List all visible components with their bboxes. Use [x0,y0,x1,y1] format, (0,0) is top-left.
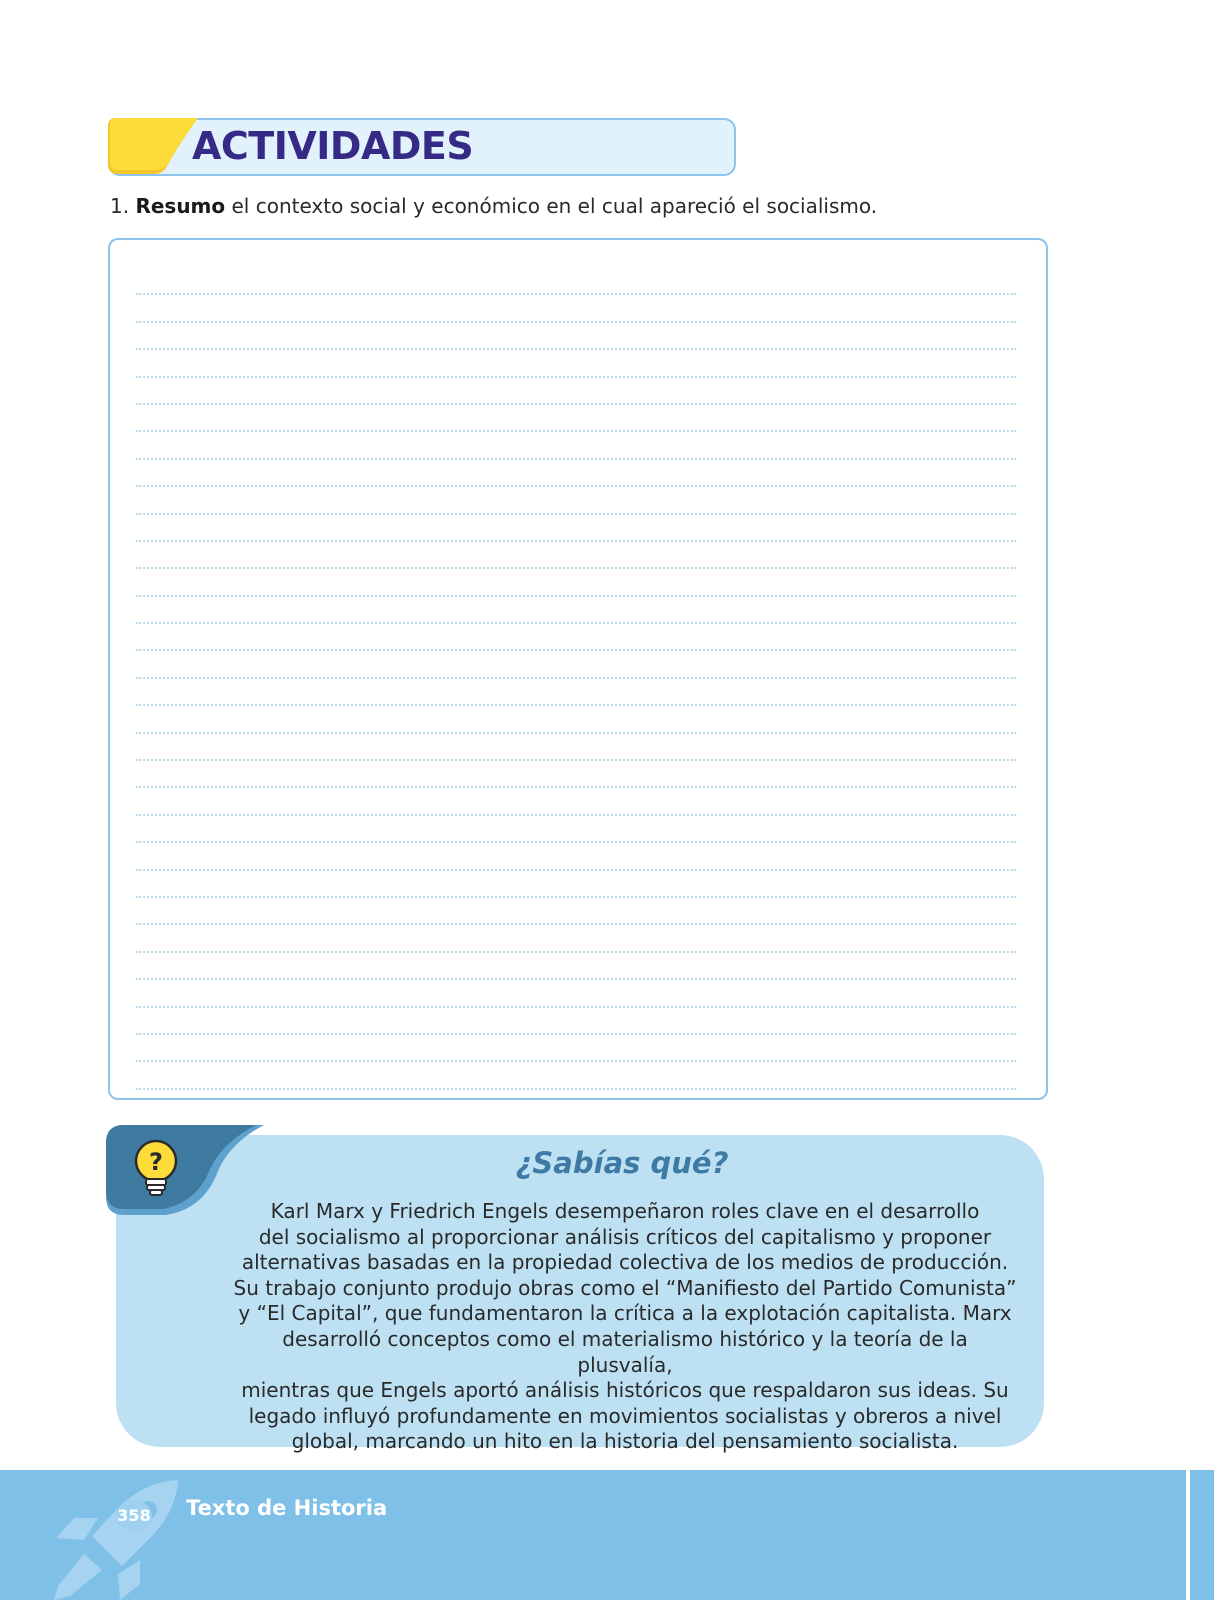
writing-line [136,816,1016,843]
did-you-know-text [232,1199,1018,1455]
writing-line [136,597,1016,624]
writing-line [136,1008,1016,1035]
writing-line [136,624,1016,651]
text-line: global, marcando un hito en la historia del pensamiento socialista. [291,1429,959,1454]
question-text: el contexto social y económico en el cual apareció el socialismo. [231,194,878,218]
text-line: Karl Marx y Friedrich Engels desempeñaron roles clave en el desarrollo [270,1199,980,1223]
writing-line [136,268,1016,295]
text-line: legado influyó profundamente en movimientos socialistas y obreros a nivel [248,1403,1002,1428]
writing-line [136,487,1016,514]
question-number: 1. [110,194,130,218]
writing-line [136,1035,1016,1062]
writing-line [136,432,1016,459]
writing-line [136,871,1016,898]
writing-line [136,925,1016,952]
writing-line [136,651,1016,678]
book-title: Texto de Historia [186,1496,388,1520]
text-line: alternativas basadas en la propiedad colectiva de los medios de producción. [241,1250,1009,1275]
did-you-know-title: ¿Sabías qué? [515,1146,729,1180]
svg-text:?: ? [149,1148,163,1176]
footer-divider [1186,1470,1190,1600]
writing-line [136,295,1016,322]
question-keyword: Resumo [135,194,226,218]
writing-line [136,706,1016,733]
writing-lines [136,268,1016,1090]
writing-line [136,323,1016,350]
writing-line [136,350,1016,377]
text-line: y “El Capital”, que fundamentaron la crítica a la explotación capitalista. Marx [238,1301,1012,1326]
rocket-icon [48,1474,188,1600]
answer-box[interactable] [108,238,1048,1100]
text-line: del socialismo al proporcionar análisis críticos del capitalismo y proponer [258,1224,992,1249]
writing-line [136,515,1016,542]
writing-line [136,788,1016,815]
page-number: 358 [116,1501,152,1531]
text-line: desarrolló conceptos como el materialismo histórico y la teoría de la plusvalía, [282,1326,968,1377]
writing-line [136,980,1016,1007]
writing-line [136,953,1016,980]
text-line: Su trabajo conjunto produjo obras como el “Manifiesto del Partido Comunista” [233,1275,1017,1300]
writing-line [136,761,1016,788]
lightbulb-question-icon [132,1139,180,1197]
writing-line [136,542,1016,569]
writing-line [136,843,1016,870]
activity-question [110,194,877,218]
writing-line [136,460,1016,487]
text-line: mientras que Engels aportó análisis históricos que respaldaron sus ideas. Su [241,1378,1009,1403]
page-title: ACTIVIDADES [192,124,474,168]
writing-line [136,378,1016,405]
banner-yellow-tab [106,112,206,178]
writing-line [136,898,1016,925]
writing-line [136,679,1016,706]
writing-line [136,405,1016,432]
activities-banner [108,118,736,176]
writing-line [136,734,1016,761]
writing-line [136,1062,1016,1089]
writing-line [136,569,1016,596]
